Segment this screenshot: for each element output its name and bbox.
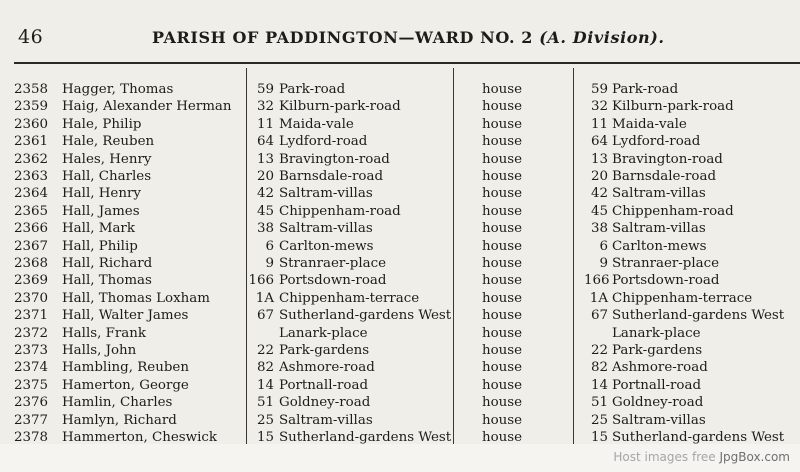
abode-street: Portnall-road	[279, 377, 369, 393]
voter-name: Hall, Mark	[62, 221, 135, 237]
abode-street: Kilburn-park-road	[279, 99, 401, 115]
entry-number: 2364	[14, 186, 49, 202]
abode-street: Chippenham-road	[279, 203, 401, 219]
voter-name: Hall, Henry	[62, 186, 141, 202]
property-number: 20	[590, 169, 608, 184]
property-street: Portsdown-road	[612, 273, 720, 289]
property-number: 64	[590, 134, 608, 150]
property-number: 1A	[589, 290, 608, 306]
qualification: house	[482, 221, 523, 237]
page-title	[152, 28, 665, 47]
watermark-bar	[0, 444, 800, 472]
abode-number: 13	[256, 151, 274, 167]
abode-number: 38	[256, 221, 274, 237]
entry-number: 2374	[14, 360, 49, 376]
property-street: Lydford-road	[612, 134, 701, 150]
voter-name: Hamlin, Charles	[62, 395, 173, 411]
table-row	[0, 151, 800, 168]
abode-street: Portsdown-road	[279, 273, 387, 289]
qualification: house	[482, 116, 523, 132]
voter-name: Hale, Reuben	[62, 134, 155, 150]
table-row	[0, 342, 800, 359]
property-number: 13	[590, 151, 608, 167]
qualification: house	[482, 360, 523, 376]
voter-name: Hamlyn, Richard	[62, 412, 177, 428]
property-street: Goldney-road	[612, 395, 704, 411]
abode-street: Saltram-villas	[279, 412, 373, 428]
abode-street: Saltram-villas	[279, 186, 373, 202]
qualification: house	[482, 395, 523, 411]
header-rule	[14, 62, 800, 64]
qualification: house	[482, 273, 523, 289]
property-street: Lanark-place	[612, 325, 701, 341]
entry-number: 2366	[14, 221, 49, 237]
property-number: 22	[590, 343, 608, 358]
property-street: Ashmore-road	[612, 360, 708, 376]
qualification: house	[482, 169, 523, 184]
entry-number: 2363	[14, 169, 49, 184]
table-row	[0, 133, 800, 150]
entry-number: 2376	[14, 395, 49, 411]
abode-number: 51	[256, 395, 274, 411]
property-number: 42	[590, 186, 608, 202]
page-header	[0, 26, 800, 54]
table-row	[0, 185, 800, 202]
abode-street: Ashmore-road	[279, 360, 375, 376]
property-number: 166	[584, 273, 610, 289]
abode-number: 6	[265, 238, 274, 254]
abode-street: Stranraer-place	[279, 256, 387, 271]
voter-name: Hambling, Reuben	[62, 360, 189, 376]
voter-name: Hall, Walter James	[62, 308, 189, 324]
abode-street: Bravington-road	[279, 151, 390, 167]
entry-number: 2358	[14, 82, 49, 97]
voter-name: Halls, John	[62, 343, 137, 358]
property-street: Sutherland-gardens West	[612, 430, 785, 444]
abode-number: 67	[256, 308, 274, 324]
entry-number: 2371	[14, 308, 49, 324]
table-row	[0, 255, 800, 272]
property-number: 45	[590, 203, 608, 219]
voter-name: Haig, Alexander Herman	[62, 99, 232, 115]
entry-number: 2361	[14, 134, 49, 150]
abode-number: 11	[256, 116, 274, 132]
abode-number: 20	[256, 169, 274, 184]
qualification: house	[482, 377, 523, 393]
qualification: house	[482, 325, 523, 341]
entry-number: 2362	[14, 151, 49, 167]
entry-number: 2367	[14, 238, 49, 254]
entry-number: 2375	[14, 377, 49, 393]
title-text: PARISH OF PADDINGTON—WARD NO. 2	[152, 28, 534, 47]
property-street: Carlton-mews	[612, 238, 707, 254]
abode-number: 82	[256, 360, 274, 376]
qualification: house	[482, 343, 523, 358]
qualification: house	[482, 412, 523, 428]
property-number: 11	[590, 116, 608, 132]
property-street: Saltram-villas	[612, 412, 706, 428]
abode-number: 9	[265, 256, 274, 271]
table-row	[0, 272, 800, 289]
property-number: 32	[590, 99, 608, 115]
property-street: Sutherland-gardens West	[612, 308, 785, 324]
abode-number: 1A	[255, 290, 274, 306]
property-street: Saltram-villas	[612, 221, 706, 237]
voter-name: Hales, Henry	[62, 151, 152, 167]
abode-street: Saltram-villas	[279, 221, 373, 237]
property-street: Park-road	[612, 82, 679, 97]
property-street: Portnall-road	[612, 377, 702, 393]
abode-street: Maida-vale	[279, 116, 354, 132]
property-street: Barnsdale-road	[612, 169, 717, 184]
voter-name: Hall, Thomas	[62, 273, 152, 289]
property-street: Saltram-villas	[612, 186, 706, 202]
property-number: 9	[599, 256, 608, 271]
property-number: 25	[590, 412, 608, 428]
entry-number: 2378	[14, 430, 49, 444]
abode-street: Park-road	[279, 82, 346, 97]
watermark-prefix: Host images free	[613, 450, 716, 464]
voter-name: Hall, Thomas Loxham	[62, 290, 210, 306]
table-row	[0, 238, 800, 255]
abode-number: 166	[248, 273, 274, 289]
property-number: 38	[590, 221, 608, 237]
abode-street: Sutherland-gardens West	[279, 430, 452, 444]
abode-street: Goldney-road	[279, 395, 371, 411]
table-row	[0, 116, 800, 133]
property-street: Stranraer-place	[612, 256, 720, 271]
table-row	[0, 359, 800, 376]
property-street: Bravington-road	[612, 151, 723, 167]
abode-street: Park-gardens	[279, 343, 370, 358]
property-number: 59	[590, 82, 608, 97]
abode-number: 42	[256, 186, 274, 202]
voter-name: Hammerton, Cheswick	[62, 430, 217, 444]
qualification: house	[482, 186, 523, 202]
voter-name: Hale, Philip	[62, 116, 142, 132]
entry-number: 2370	[14, 290, 49, 306]
entry-number: 2373	[14, 343, 49, 358]
property-number: 82	[590, 360, 608, 376]
entry-number: 2368	[14, 256, 49, 271]
abode-number: 64	[256, 134, 274, 150]
property-street: Chippenham-terrace	[612, 290, 753, 306]
qualification: house	[482, 308, 523, 324]
abode-number: 15	[256, 430, 274, 444]
voter-name: Hall, Richard	[62, 256, 153, 271]
qualification: house	[482, 203, 523, 219]
division-label: (A. Division).	[539, 28, 665, 47]
table-row	[0, 394, 800, 411]
table-row	[0, 429, 800, 444]
qualification: house	[482, 99, 523, 115]
table-row	[0, 168, 800, 185]
entry-number: 2369	[14, 273, 49, 289]
abode-number: 25	[256, 412, 274, 428]
property-number: 67	[590, 308, 608, 324]
table-row	[0, 307, 800, 324]
abode-street: Barnsdale-road	[279, 169, 384, 184]
voter-name: Hagger, Thomas	[62, 82, 174, 97]
qualification: house	[482, 151, 523, 167]
abode-street: Sutherland-gardens West	[279, 308, 452, 324]
entry-number: 2377	[14, 412, 49, 428]
voter-name: Hamerton, George	[62, 377, 189, 393]
abode-street: Lydford-road	[279, 134, 368, 150]
voter-name: Hall, James	[62, 203, 140, 219]
qualification: house	[482, 256, 523, 271]
watermark-brand: JpgBox.com	[719, 450, 790, 464]
property-street: Park-gardens	[612, 343, 703, 358]
table-row	[0, 220, 800, 237]
property-number: 15	[590, 430, 608, 444]
entry-number: 2372	[14, 325, 49, 341]
table-row	[0, 325, 800, 342]
property-street: Chippenham-road	[612, 203, 734, 219]
page-number: 46	[18, 26, 44, 48]
watermark-text	[613, 450, 790, 464]
table-row	[0, 203, 800, 220]
voter-name: Hall, Charles	[62, 169, 152, 184]
property-number: 51	[590, 395, 608, 411]
entry-number: 2359	[14, 99, 49, 115]
table-row	[0, 290, 800, 307]
table-row	[0, 412, 800, 429]
qualification: house	[482, 134, 523, 150]
entry-number: 2360	[14, 116, 49, 132]
abode-number: 32	[256, 99, 274, 115]
voter-name: Hall, Philip	[62, 238, 138, 254]
property-number: 14	[590, 377, 608, 393]
table-row	[0, 81, 800, 98]
qualification: house	[482, 430, 523, 444]
qualification: house	[482, 290, 523, 306]
table-row	[0, 98, 800, 115]
abode-street: Carlton-mews	[279, 238, 374, 254]
abode-number: 59	[256, 82, 274, 97]
voter-name: Halls, Frank	[62, 325, 147, 341]
abode-street: Lanark-place	[279, 325, 368, 341]
qualification: house	[482, 82, 523, 97]
property-street: Kilburn-park-road	[612, 99, 734, 115]
abode-number: 22	[256, 343, 274, 358]
qualification: house	[482, 238, 523, 254]
abode-street: Chippenham-terrace	[279, 290, 420, 306]
property-street: Maida-vale	[612, 116, 687, 132]
abode-number: 14	[256, 377, 274, 393]
table-row	[0, 377, 800, 394]
entry-number: 2365	[14, 203, 49, 219]
abode-number: 45	[256, 203, 274, 219]
property-number: 6	[599, 238, 608, 254]
